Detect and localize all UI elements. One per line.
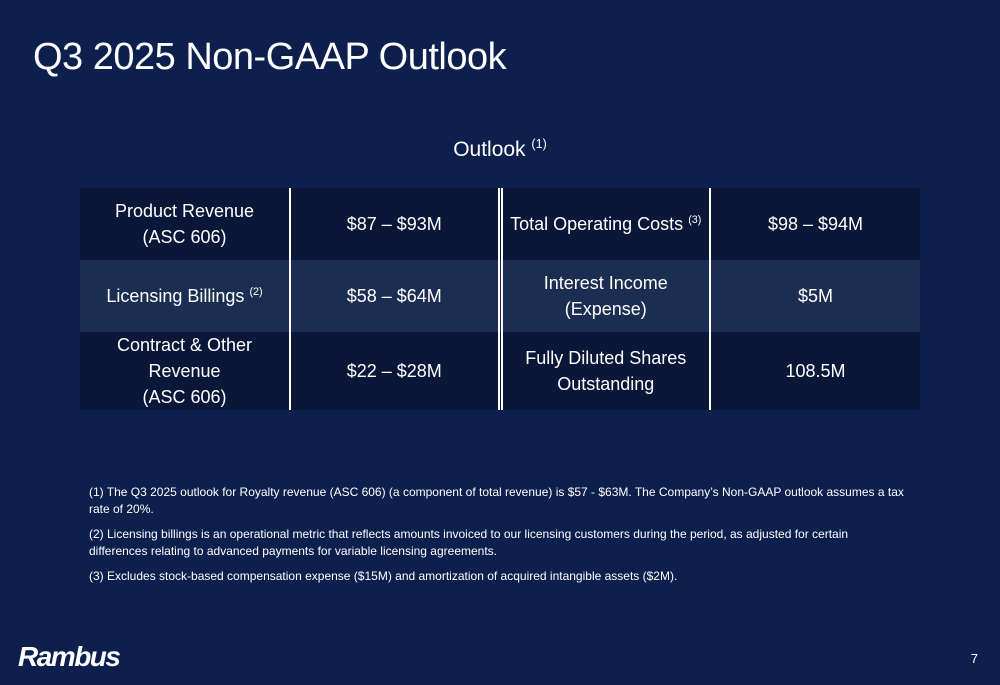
contract-other-revenue-label-line1: Contract & Other Revenue bbox=[116, 335, 253, 381]
diluted-shares-label-line2: Outstanding bbox=[557, 374, 655, 394]
product-revenue-value: $87 – $93M bbox=[290, 188, 500, 260]
product-revenue-label-line2: (ASC 606) bbox=[142, 227, 227, 247]
table-row bbox=[80, 332, 920, 410]
licensing-billings-label-text: Licensing Billings bbox=[106, 286, 245, 306]
diluted-shares-label bbox=[500, 332, 710, 410]
table-row bbox=[80, 188, 920, 260]
total-operating-costs-value: $98 – $94M bbox=[710, 188, 920, 260]
interest-income-label: Interest Income (Expense) bbox=[500, 260, 710, 332]
licensing-billings-footnote-ref: (2) bbox=[249, 286, 263, 298]
licensing-billings-label bbox=[80, 260, 290, 332]
product-revenue-label bbox=[80, 188, 290, 260]
contract-other-revenue-label bbox=[80, 332, 290, 410]
interest-income-value: $5M bbox=[710, 260, 920, 332]
footnote-1: (1) The Q3 2025 outlook for Royalty revenue (ASC 606) (a component of total revenue) is $57 - $63M. The Company’s Non-GAAP outlook assumes a tax rate of 20%. bbox=[89, 485, 904, 516]
contract-other-revenue-value: $22 – $28M bbox=[290, 332, 500, 410]
contract-other-revenue-label-line2: (ASC 606) bbox=[142, 387, 227, 407]
total-operating-costs-label-text: Total Operating Costs bbox=[510, 214, 684, 234]
total-operating-costs-footnote-ref: (3) bbox=[688, 214, 702, 226]
outlook-heading bbox=[0, 138, 1000, 162]
outlook-heading-text: Outlook bbox=[453, 138, 526, 161]
licensing-billings-value: $58 – $64M bbox=[290, 260, 500, 332]
page-number: 7 bbox=[970, 651, 978, 666]
product-revenue-label-line1: Product Revenue bbox=[114, 201, 255, 221]
table-row bbox=[80, 260, 920, 332]
outlook-table bbox=[80, 188, 920, 410]
diluted-shares-label-line1: Fully Diluted Shares bbox=[525, 348, 687, 368]
footnote-2: (2) Licensing billings is an operational metric that reflects amounts invoiced to our licensing customers during the period, as adjusted for certain differences relating to advanced payments for variable licensing agreements. bbox=[89, 527, 849, 558]
total-operating-costs-label bbox=[500, 188, 710, 260]
rambus-logo: Rambus bbox=[18, 641, 120, 672]
footnotes bbox=[89, 484, 904, 593]
outlook-heading-footnote-ref: (1) bbox=[531, 137, 547, 151]
footnote-3: (3) Excludes stock-based compensation expense ($15M) and amortization of acquired intangible assets ($2M). bbox=[89, 569, 678, 583]
diluted-shares-value: 108.5M bbox=[710, 332, 920, 410]
slide-title: Q3 2025 Non-GAAP Outlook bbox=[33, 36, 507, 78]
